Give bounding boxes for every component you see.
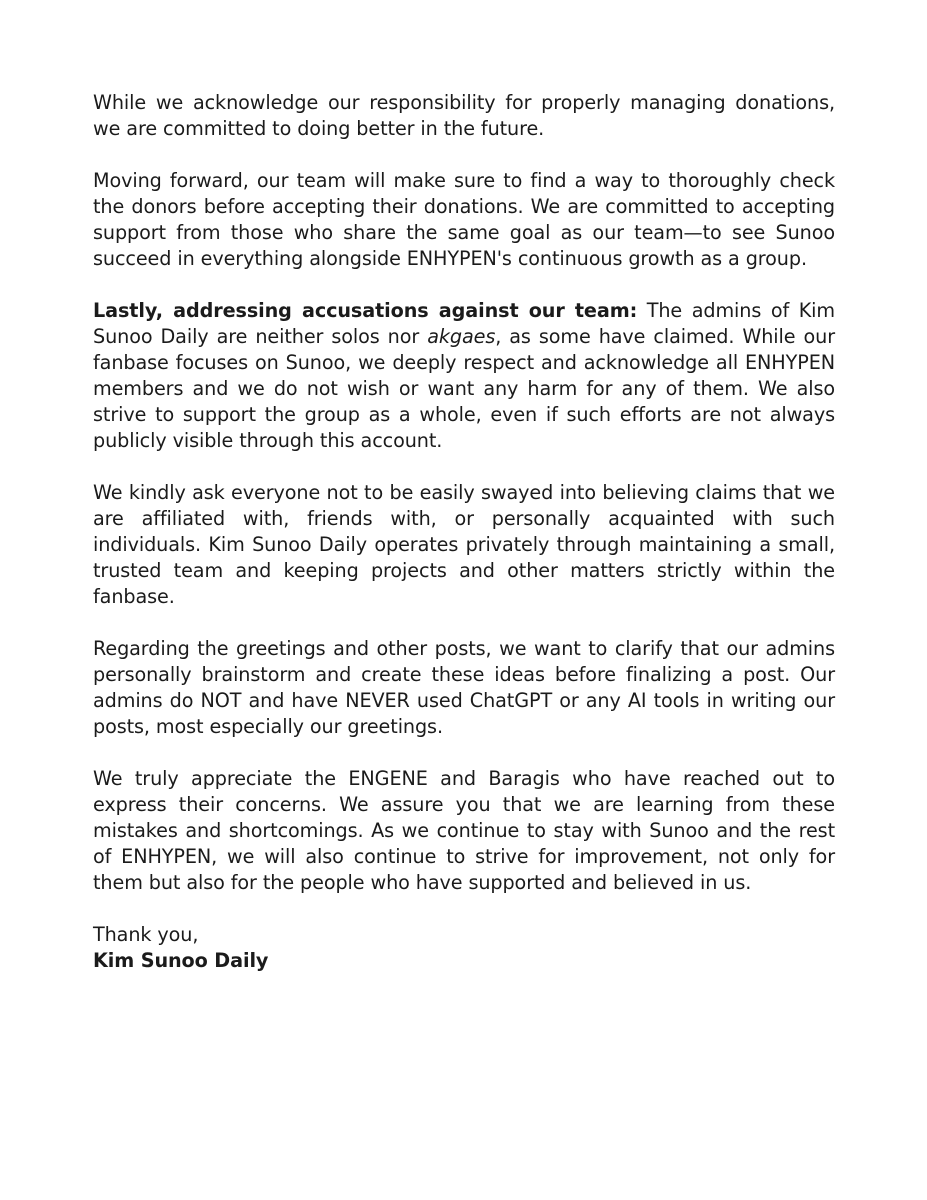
signature: Kim Sunoo Daily — [93, 949, 269, 972]
paragraph-greetings-clarification: Regarding the greetings and other posts, we want to clarify that our admins personally brainstorm and create these ideas before finalizing a post. Our admins do NOT and have NEVER used ChatGPT or any AI tools in writing our posts, most especially our greetings. — [93, 637, 835, 738]
paragraph-donations-responsibility: While we acknowledge our responsibility for properly managing donations, we are committed to doing better in the future. — [93, 91, 835, 140]
paragraph-affiliation-claims: We kindly ask everyone not to be easily swayed into believing claims that we are affiliated with, friends with, or personally acquainted with such individuals. Kim Sunoo Daily operates privately through maintaining a small, trusted team and keeping projects and other matters strictly within the fanbase. — [93, 481, 835, 608]
accusations-text-part2: , as some have claimed. While our fanbase focuses on Sunoo, we deeply respect and acknowledge all ENHYPEN members and we do not wish or want any harm for any of them. We also strive to support the group as a whole, even if such efforts are not always publicly visible through this account. — [93, 325, 835, 452]
paragraph-accusations — [93, 298, 835, 454]
signoff — [93, 922, 835, 974]
statement-document — [93, 90, 835, 974]
accusations-text-part1: The admins of Kim Sunoo Daily are neither solos nor — [93, 299, 835, 348]
accusations-heading: Lastly, addressing accusations against our team: — [93, 299, 638, 322]
paragraph-appreciation: We truly appreciate the ENGENE and Baragis who have reached out to express their concerns. We assure you that we are learning from these mistakes and shortcomings. As we continue to stay with Sunoo and the rest of ENHYPEN, we will also continue to strive for improvement, not only for them but also for the people who have supported and believed in us. — [93, 767, 835, 894]
accusations-italic-term: akgaes — [427, 325, 496, 348]
closing-text: Thank you, — [93, 923, 199, 946]
paragraph-moving-forward: Moving forward, our team will make sure to find a way to thoroughly check the donors before accepting their donations. We are committed to accepting support from those who share the same goal as our team—to see Sunoo succeed in everything alongside ENHYPEN's continuous growth as a group. — [93, 169, 835, 270]
